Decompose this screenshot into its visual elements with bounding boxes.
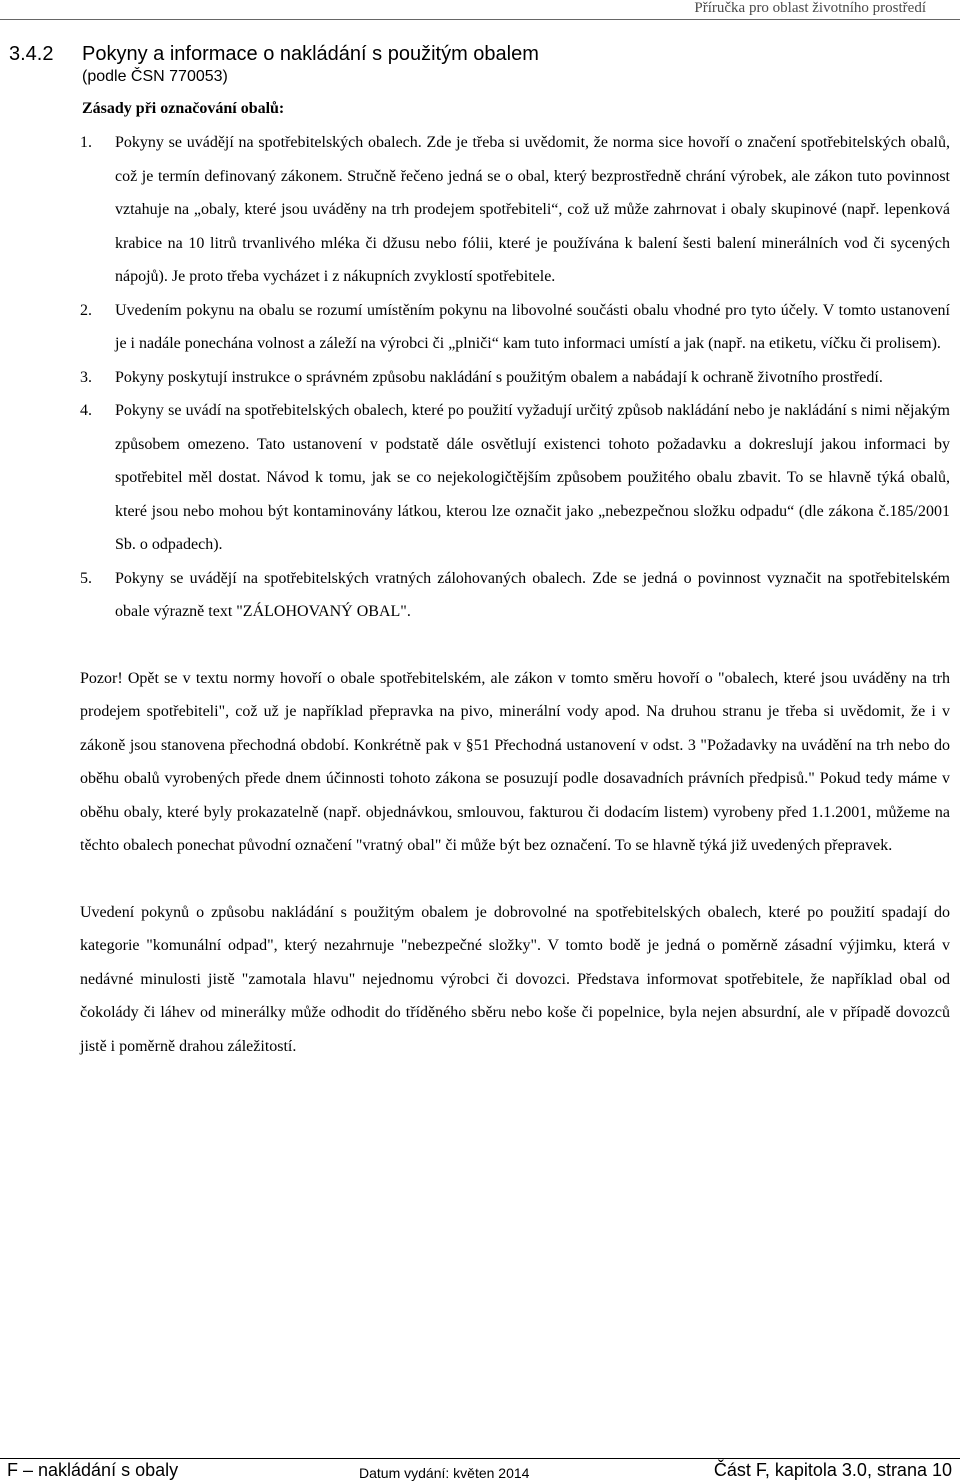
list-item-number: 4. [80,402,92,419]
list-item-2 [80,294,950,361]
paragraph-voluntary: Uvedení pokynů o způsobu nakládání s použitým obalem je dobrovolné na spotřebitelských obalech, které po použití spadají do kategorie "komunální odpad", který nezahrnuje "nebezpečné složky". V tomto bodě je jedná o poměrně zásadní výjimku, která v nedávné minulosti jistě "zamotala hlavu" nejednomu výrobci či dovozci. Představa informovat spotřebitele, že například obal od čokolády či láhev od minerálky může odhodit do tříděného sběru nebo koše či popelnice, byla nejen absurdní, ale v případě dovozců jistě i poměrně drahou záležitostí. [80,903,950,1055]
list-item-4 [80,394,950,562]
paragraph-warning: Pozor! Opět se v textu normy hovoří o obale spotřebitelském, ale zákon v tomto směru hovoří o "obalech, které jsou uváděny na trh prodejem spotřebiteli", což už je například přepravka na pivo, minerální vody apod. Na druhou stranu je třeba si uvědomit, že i v zákoně jsou stanovena přechodná období. Konkrétně pak v §51 Přechodná ustanovení v odst. 3 "Požadavky na uvádění na trh nebo do oběhu obalů vyrobených přede dnem účinnosti tohoto zákona se posuzují podle dosavadních právních předpisů." Pokud tedy máme v oběhu obaly, které byly prokazatelně (např. objednávkou, smlouvou, fakturou či dodacím listem) vyrobeny před 1.1.2001, můžeme na těchto obalech ponechat původní označení "vratný obal" či může být bez označení. To se hlavně týká již uvedených přepravek. [80,669,950,854]
principles-heading: Zásady při označování obalů: [82,100,285,117]
section-heading [9,42,539,66]
list-item-3 [80,361,950,395]
section-subtitle: (podle ČSN 770053) [82,68,228,85]
list-item-1 [80,126,950,294]
list-item-number: 3. [80,368,92,386]
footer-date: Datum vydání: květen 2014 [359,1465,530,1481]
section-number: 3.4.2 [9,43,54,65]
section-title: Pokyny a informace o nakládání s použitým obalem [82,43,539,65]
header-divider [0,19,960,20]
document-body [80,126,950,1063]
list-item-number: 5. [80,569,92,587]
list-item-text: Pokyny se uvádějí na spotřebitelských obalech. Zde je třeba si uvědomit, že norma sice hovoří o značení spotřebitelských obalů, což je termín definovaný zákonem. Stručně řečeno jedná se o obal, který bezprostředně chrání výrobek, ale zákon tuto povinnost vztahuje na „obaly, které jsou uváděny na trh prodejem spotřebiteli“, což už může zahrnovat i obaly skupinové (např. lepenková krabice na 10 litrů trvanlivého mléka či džusu nebo fólii, které je používána k balení šesti balení minerálních vod či sycených nápojů). Je proto třeba vycházet i z nákupních zvyklostí spotřebitele. [115,134,950,285]
list-item-5 [80,562,950,629]
list-item-text: Uvedením pokynu na obalu se rozumí umístěním pokynu na libovolné součásti obalu vhodné pro tyto účely. V tomto ustanovení je i nadále ponechána volnost a záleží na výrobci či „plniči“ kam tuto informaci umístí a jak (např. na etiketu, víčku či prolisem). [115,301,950,352]
running-header: Příručka pro oblast životního prostředí [694,0,926,16]
list-item-number: 1. [80,134,92,151]
list-item-text: Pokyny se uvádějí na spotřebitelských vratných zálohovaných obalech. Zde se jedná o povinnost vyznačit na spotřebitelském obale výrazně text "ZÁLOHOVANÝ OBAL". [115,569,950,620]
list-item-text: Pokyny poskytují instrukce o správném způsobu nakládání s použitým obalem a nabádají k ochraně životního prostředí. [115,368,883,386]
footer-divider [0,1458,960,1459]
spacer [80,863,950,896]
footer-section: F – nakládání s obaly [7,1460,179,1480]
list-item-number: 2. [80,301,92,319]
footer-page-info: Část F, kapitola 3.0, strana 10 [713,1460,952,1480]
spacer [80,629,950,662]
list-item-text: Pokyny se uvádí na spotřebitelských obalech, které po použití vyžadují určitý způsob nakládání nebo je nakládání s nimi nějakým způsobem omezeno. Tato ustanovení v podstatě dále osvětlují existenci tohoto požadavku a dokreslují jakou informaci by spotřebitel měl dostat. Návod k tomu, jak se co nejekologičtějším způsobem použitého obalu zbavit. To se hlavně týká obalů, které jsou nebo mohou být kontaminovány látkou, kterou lze označit jako „nebezpečnou složku odpadu“ (dle zákona č.185/2001 Sb. o odpadech). [115,402,950,553]
